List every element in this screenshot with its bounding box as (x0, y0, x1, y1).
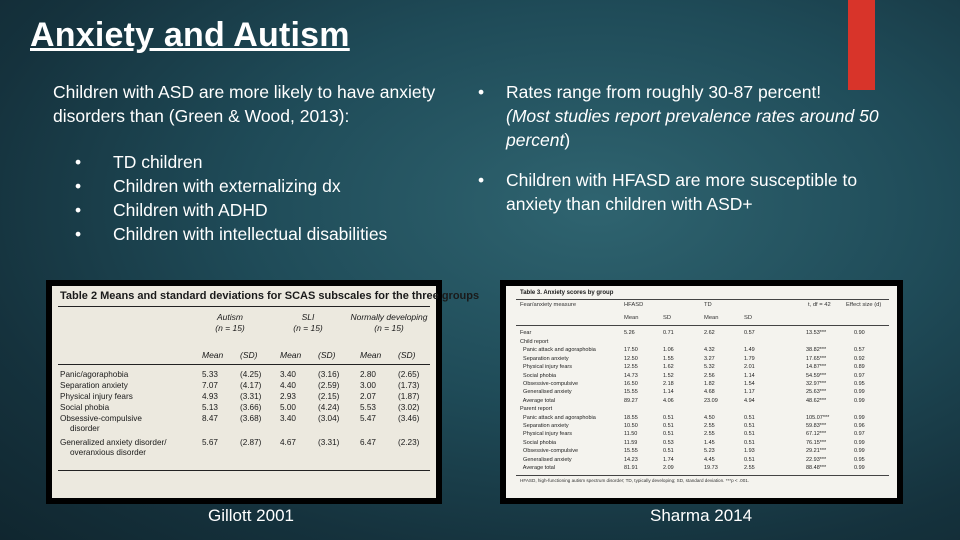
anxiety-scores-table (506, 286, 897, 498)
table-cell: 0.99 (854, 414, 865, 421)
table-cell: 0.97 (854, 431, 865, 438)
table-cell: 81.91 (624, 465, 638, 471)
table-cell: 0.99 (854, 389, 865, 396)
table-cell: 15.55 (624, 389, 638, 396)
table-cell: 4.94 (744, 397, 755, 404)
table-cell: 4.40 (280, 381, 296, 390)
table-cell: (3.68) (240, 414, 262, 423)
hfasd-text: Children with HFASD are more susceptible to anxiety than children with ASD+ (506, 170, 858, 214)
list-item: • Children with ADHD (75, 200, 268, 220)
table-cell: 11.59 (624, 439, 638, 446)
table-cell: 3.40 (280, 370, 296, 379)
table-cell: (2.15) (318, 392, 340, 401)
table-cell: 1.93 (744, 448, 755, 455)
row-label: Panic/agoraphobia (60, 370, 129, 379)
row-label: Obsessive-compulsive (520, 381, 579, 387)
table-cell: 2.07 (360, 392, 376, 401)
table-cell: 1.79 (744, 355, 755, 362)
list-item: • Rates range from roughly 30-87 percent! (Most studies report prevalence rates around 50 percent) (478, 82, 879, 150)
table-cell: 1.52 (663, 372, 674, 379)
bullet-icon: • (75, 176, 82, 196)
table-cell: (3.16) (318, 370, 340, 379)
table-cell: 59.83*** (806, 423, 827, 429)
table-cell: 8.47 (202, 414, 218, 423)
caption-sharma: Sharma 2014 (650, 506, 753, 525)
table-cell: 15.55 (624, 448, 638, 455)
column-header: t, df = 42 (808, 302, 831, 308)
row-label: Social phobia (60, 403, 110, 412)
row-label: Parent report (520, 406, 553, 413)
table-cell: 4.45 (704, 456, 715, 463)
table-cell: 0.51 (744, 414, 755, 421)
accent-bar (848, 0, 875, 90)
table-image-gillott (46, 280, 480, 504)
table-cell: 48.62*** (806, 397, 827, 404)
slide-title: Anxiety and Autism (30, 16, 350, 54)
row-label: Average total (520, 465, 556, 471)
column-header: Effect size (d) (846, 302, 882, 308)
table-cell: (3.46) (398, 414, 420, 423)
table-cell: 0.99 (854, 465, 865, 471)
subhead: Mean (360, 350, 382, 360)
table-cell: 2.55 (704, 431, 715, 438)
table-cell: 5.00 (280, 403, 296, 412)
row-label: Separation anxiety (520, 355, 569, 362)
table-cell: 0.51 (744, 439, 755, 446)
table-cell: 3.00 (360, 381, 376, 390)
table-cell: 32.97*** (806, 381, 827, 387)
bullet-icon: • (75, 200, 82, 220)
table-cell: 67.12*** (806, 431, 827, 438)
row-label: Physical injury fears (520, 364, 572, 371)
list-item: • Children with intellectual disabilities (75, 224, 388, 244)
table-cell: 16.50 (624, 381, 638, 387)
bullet-icon: • (75, 152, 82, 172)
table-cell: (3.04) (318, 414, 340, 423)
subhead: Mean (202, 350, 224, 360)
table-cell: 88.48*** (806, 465, 827, 471)
table-cell: 1.55 (663, 355, 674, 362)
prevalence-text: Rates range from roughly 30-87 percent! (506, 82, 822, 102)
table-cell: 0.51 (663, 431, 674, 438)
divider (58, 364, 430, 365)
row-label: disorder (70, 424, 100, 433)
table-cell: 4.32 (704, 347, 715, 354)
subhead: (SD) (398, 350, 416, 360)
table-cell: 1.45 (704, 439, 715, 446)
table-cell: 0.71 (663, 330, 674, 336)
table-cell: 5.67 (202, 438, 218, 447)
table-cell: 14.23 (624, 456, 638, 463)
group-header: SLI (n = 15) (293, 312, 323, 333)
table-cell: 0.95 (854, 456, 865, 463)
table-cell: (2.59) (318, 381, 340, 390)
table-cell: 54.59*** (806, 372, 827, 379)
left-bullet-list (75, 150, 387, 246)
row-label: Panic attack and agoraphobia (520, 414, 596, 421)
table-cell: 2.55 (704, 423, 715, 429)
table-cell: 10.50 (624, 423, 638, 429)
table-cell: 1.54 (744, 381, 755, 387)
table-cell: 12.50 (624, 355, 638, 362)
bullet-icon: • (478, 170, 485, 190)
table-cell: 23.09 (704, 397, 718, 404)
row-label: Physical injury fears (520, 431, 572, 438)
caption-gillott: Gillott 2001 (208, 506, 294, 525)
row-label: overanxious disorder (70, 448, 147, 457)
table-cell: 2.62 (704, 330, 715, 336)
table-cell: 0.57 (854, 347, 865, 354)
table-cell: 17.50 (624, 347, 638, 354)
table-cell: 76.15*** (806, 439, 827, 446)
table-note: HFASD, high-functioning autism spectrum disorder; TD, typically developing; SD, standard deviation. ***p < .001. (520, 478, 750, 483)
table-cell: 0.51 (744, 431, 755, 438)
table-cell: (2.65) (398, 370, 420, 379)
table-cell: (3.31) (318, 438, 340, 447)
table-cell: 19.73 (704, 465, 718, 471)
table-cell: 0.51 (744, 423, 755, 429)
table-cell: (4.25) (240, 370, 262, 379)
table-cell: 2.55 (744, 465, 755, 471)
table-cell: 1.62 (663, 364, 674, 371)
table-cell: 1.17 (744, 389, 755, 396)
table-cell: 17.65*** (806, 355, 827, 362)
table-cell: 14.73 (624, 372, 638, 379)
subhead: Mean (624, 315, 639, 321)
table-cell: 89.27 (624, 397, 638, 404)
row-label: Physical injury fears (60, 392, 133, 401)
table-cell: 5.26 (624, 330, 635, 336)
table-cell: 0.99 (854, 397, 865, 404)
row-label: Child report (520, 339, 549, 345)
table-cell: (3.02) (398, 403, 420, 412)
divider (516, 299, 889, 300)
table-cell: (1.73) (398, 381, 420, 390)
table-cell: 2.09 (663, 465, 674, 471)
table-cell: 5.47 (360, 414, 376, 423)
table-image-sharma (500, 280, 903, 504)
table-cell: 12.55 (624, 364, 638, 371)
divider (58, 306, 430, 307)
table-cell: 5.13 (202, 403, 218, 412)
table-cell: 4.93 (202, 392, 218, 401)
row-label: Generalised anxiety (520, 389, 572, 396)
subhead: SD (663, 315, 672, 321)
table-cell: 4.06 (663, 397, 674, 404)
table-cell: 5.33 (202, 370, 218, 379)
table-cell: 0.99 (854, 448, 865, 455)
column-header: Fear/anxiety measure (520, 302, 577, 308)
row-label: Panic attack and agoraphobia (520, 347, 596, 354)
table-cell: 1.14 (744, 372, 755, 379)
row-label: Social phobia (520, 372, 557, 379)
table-cell: 0.51 (663, 423, 674, 429)
list-item (478, 168, 898, 216)
table-cell: 13.53*** (806, 330, 827, 336)
table-cell: 0.92 (854, 355, 865, 362)
column-header: HFASD (624, 302, 644, 308)
row-label: Social phobia (520, 439, 557, 446)
subhead: Mean (280, 350, 302, 360)
subhead: Mean (704, 315, 719, 321)
intro-text: Children with ASD are more likely to have anxiety disorders than (Green & Wood, 2013): (53, 82, 436, 126)
table-cell: 2.93 (280, 392, 296, 401)
list-item: • TD children (75, 152, 203, 172)
row-label: Generalized anxiety disorder/ (60, 438, 167, 447)
table-cell: (2.87) (240, 438, 262, 447)
table-cell: 0.95 (854, 381, 865, 387)
table-cell: (3.66) (240, 403, 262, 412)
row-label: Obsessive-compulsive (60, 414, 142, 423)
table-cell: 5.53 (360, 403, 376, 412)
table-cell: 0.53 (663, 439, 674, 446)
table-cell: 0.51 (663, 448, 674, 455)
table-cell: 0.51 (744, 456, 755, 463)
scas-table (52, 286, 480, 498)
table-cell: (3.31) (240, 392, 262, 401)
table-cell: 1.74 (663, 456, 674, 463)
table-cell: 2.80 (360, 370, 376, 379)
table-cell: 0.99 (854, 439, 865, 446)
table-cell: 1.06 (663, 347, 674, 354)
table-cell: 1.14 (663, 389, 674, 396)
row-label: Obsessive-compulsive (520, 448, 579, 455)
right-bullet-list (478, 80, 898, 232)
table-cell: 1.82 (704, 381, 715, 387)
table-cell: 0.97 (854, 372, 865, 379)
table-cell: 0.89 (854, 364, 865, 371)
table-cell: 2.56 (704, 372, 715, 379)
row-label: Fear (520, 330, 532, 336)
table-cell: 22.93*** (806, 456, 827, 463)
table-cell: 5.23 (704, 448, 715, 455)
table-cell: 0.57 (744, 330, 755, 336)
table-cell: 0.96 (854, 423, 865, 429)
group-header: Normally developing (n = 15) (350, 312, 428, 333)
list-item: • Children with externalizing dx (75, 176, 341, 196)
table-cell: 3.27 (704, 355, 715, 362)
table-cell: 4.68 (704, 389, 715, 396)
row-label: Average total (520, 397, 556, 404)
table-cell: 105.07*** (806, 414, 830, 421)
table-title: Table 3. Anxiety scores by group (520, 290, 614, 296)
table-cell: (4.24) (318, 403, 340, 412)
table-cell: 11.50 (624, 431, 638, 438)
table-cell: 29.21*** (806, 448, 827, 455)
table-cell: 5.32 (704, 364, 715, 371)
table-cell: 14.87*** (806, 364, 827, 371)
row-label: Separation anxiety (60, 381, 128, 390)
bullet-icon: • (75, 224, 82, 244)
column-header: TD (704, 302, 712, 308)
table-cell: 1.49 (744, 347, 755, 354)
table-cell: (2.23) (398, 438, 420, 447)
table-cell: 2.18 (663, 381, 674, 387)
row-label: Separation anxiety (520, 423, 569, 429)
table-cell: 3.40 (280, 414, 296, 423)
prevalence-note: (Most studies report prevalence rates around 50 percent (506, 106, 879, 150)
table-cell: 4.67 (280, 438, 296, 447)
table-cell: (4.17) (240, 381, 262, 390)
table-cell: 38.82*** (806, 347, 827, 354)
divider (516, 475, 889, 476)
divider (516, 325, 889, 326)
table-cell: 0.90 (854, 330, 865, 336)
group-header: Autism (n = 15) (215, 312, 245, 333)
table-cell: 25.63*** (806, 389, 827, 396)
subhead: SD (744, 315, 753, 321)
row-label: Generalised anxiety (520, 456, 572, 463)
table-title: Table 2 Means and standard deviations for SCAS subscales for the three groups (60, 290, 480, 302)
table-cell: 18.55 (624, 414, 638, 421)
table-cell: 0.51 (663, 414, 674, 421)
table-cell: 4.50 (704, 414, 715, 421)
table-cell: (1.87) (398, 392, 420, 401)
table-cell: 2.01 (744, 364, 755, 371)
table-cell: 7.07 (202, 381, 218, 390)
subhead: (SD) (240, 350, 258, 360)
table-cell: 6.47 (360, 438, 376, 447)
subhead: (SD) (318, 350, 336, 360)
bullet-icon: • (478, 82, 485, 102)
divider (58, 470, 430, 471)
